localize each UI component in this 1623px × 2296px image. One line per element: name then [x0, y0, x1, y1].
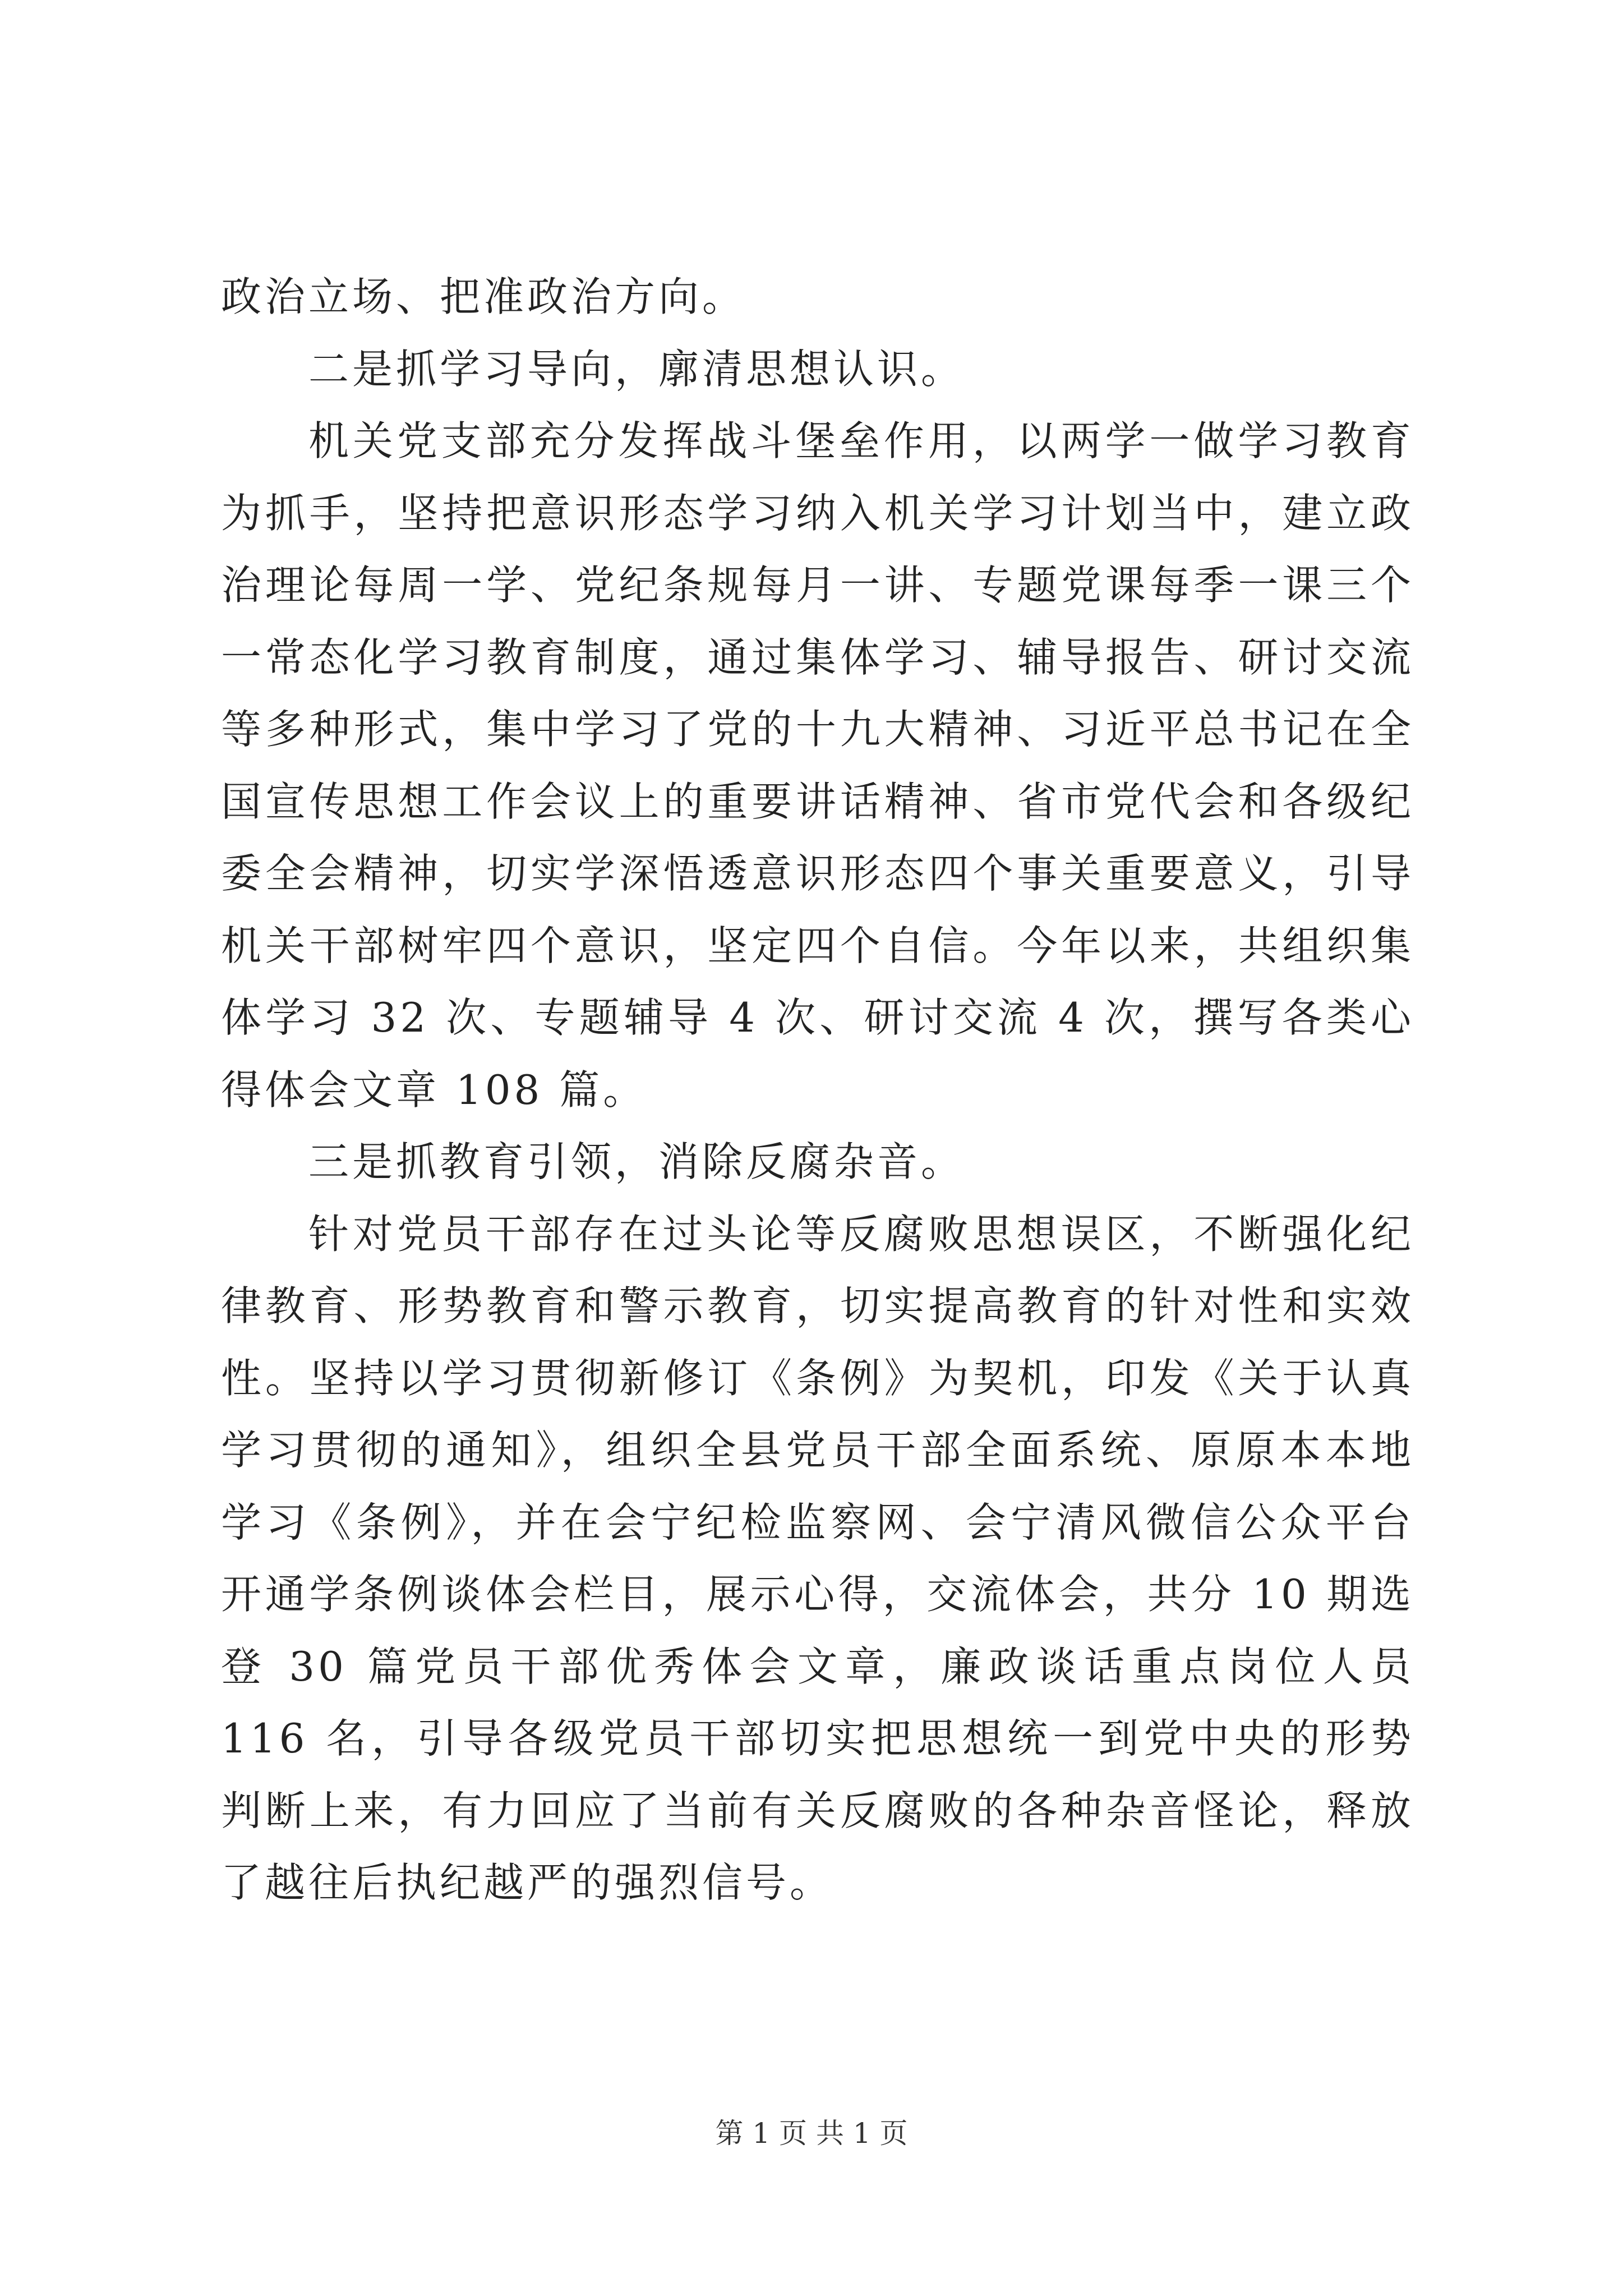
paragraph-5: 针对党员干部存在过头论等反腐败思想误区，不断强化纪律教育、形势教育和警示教育，切实提高教育的针对性和实效性。坚持以学习贯彻新修订《条例》为契机，印发《关于认真学习贯彻的通知》，组织全县党员干部全面系统、原原本本地学习《条例》，并在会宁纪检监察网、会宁清风微信公众平台开通学条例谈体会栏目，展示心得，交流体会，共分 10 期选登 30 篇党员干部优秀体会文章，廉政谈话重点岗位人员 116 名，引导各级党员干部切实把思想统一到党中央的形势判断上来，有力回应了当前有关反腐败的各种杂音怪论，释放了越往后执纪越严的强烈信号。	[221, 1210, 1414, 1906]
page-number-label: 第 1 页 共 1 页	[715, 2117, 908, 2150]
paragraph-3: 机关党支部充分发挥战斗堡垒作用，以两学一做学习教育为抓手，坚持把意识形态学习纳入机关学习计划当中，建立政治理论每周一学、党纪条规每月一讲、专题党课每季一课三个一常态化学习教育制度，通过集体学习、辅导报告、研讨交流等多种形式，集中学习了党的十九大精神、习近平总书记在全国宣传思想工作会议上的重要讲话精神、省市党代会和各级纪委全会精神，切实学深悟透意识形态四个事关重要意义，引导机关干部树牢四个意识，坚定四个自信。今年以来，共组织集体学习 32 次、专题辅导 4 次、研讨交流 4 次，撰写各类心得体会文章 108 篇。	[221, 417, 1414, 1114]
paragraph-1: 政治立场、把准政治方向。	[221, 273, 746, 320]
paragraph-2: 二是抓学习导向，廓清思想认识。	[308, 345, 965, 393]
page-footer	[0, 2114, 1623, 2153]
paragraph-4: 三是抓教育引领，消除反腐杂音。	[308, 1138, 965, 1185]
document-body	[221, 261, 1414, 1919]
